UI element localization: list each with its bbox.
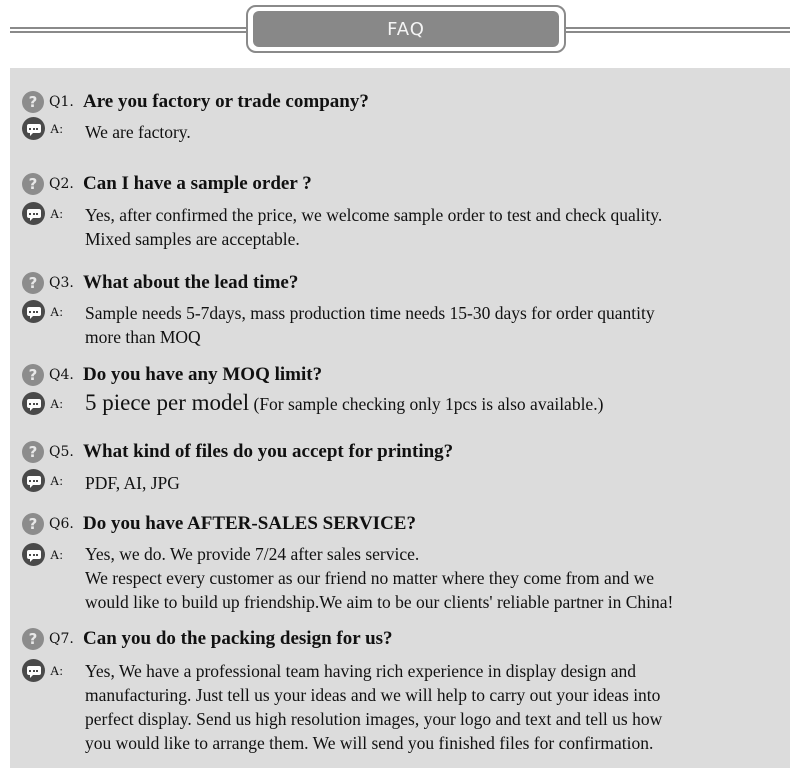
question-icon: ? [22, 91, 44, 113]
answer-label: A: [50, 205, 63, 221]
faq-item-4 [22, 364, 604, 415]
answer-label: A: [50, 303, 63, 319]
answer-icon [22, 202, 45, 225]
question-label: Q3. [49, 275, 74, 291]
question-text: Can I have a sample order ? [83, 173, 312, 194]
answer-line: We respect every customer as our friend no matter where they come from and we [85, 568, 655, 588]
question-text: Do you have AFTER-SALES SERVICE? [83, 513, 416, 534]
header-line-left-bottom [10, 31, 248, 33]
header-line-right-top [564, 27, 790, 29]
question-icon: ? [22, 364, 44, 386]
answer-line: perfect display. Send us high resolution images, your logo and text and tell us how [85, 709, 663, 729]
page-title: FAQ [387, 18, 425, 40]
question-label: Q6. [49, 516, 74, 532]
question-text: What kind of files do you accept for printing? [83, 441, 454, 462]
answer-icon [22, 659, 45, 682]
answer-line: manufacturing. Just tell us your ideas and we will help to carry out your ideas into [85, 685, 661, 705]
question-text: What about the lead time? [83, 272, 299, 293]
answer-line: Sample needs 5-7days, mass production time needs 15-30 days for order quantity [85, 303, 655, 323]
question-text: Are you factory or trade company? [83, 91, 369, 112]
faq-item-1 [22, 91, 369, 140]
question-label: Q1. [49, 94, 74, 110]
answer-line: We are factory. [85, 122, 191, 142]
answer-icon [22, 300, 45, 323]
answer-icon [22, 543, 45, 566]
answer-line: Yes, We have a professional team having rich experience in display design and [85, 661, 636, 681]
answer-line: Yes, after confirmed the price, we welcome sample order to test and check quality. [85, 205, 663, 225]
answer-label: A: [50, 472, 63, 488]
question-label: Q7. [49, 631, 74, 647]
answer-line: Mixed samples are acceptable. [85, 229, 300, 249]
answer-line: would like to build up friendship.We aim to be our clients' reliable partner in China! [85, 592, 674, 612]
answer-label: A: [50, 546, 63, 562]
faq-item-2 [22, 173, 663, 249]
question-icon: ? [22, 441, 44, 463]
question-icon: ? [22, 628, 44, 650]
question-icon: ? [22, 173, 44, 195]
faq-item-3 [22, 272, 655, 347]
faq-item-6 [22, 513, 674, 612]
answer-icon [22, 117, 45, 140]
header-line-right-bottom [564, 31, 790, 33]
answer-line: Yes, we do. We provide 7/24 after sales service. [85, 544, 420, 564]
answer-label: A: [50, 662, 63, 678]
answer-label: A: [50, 120, 63, 136]
faq-item-5 [22, 441, 453, 492]
question-text: Do you have any MOQ limit? [83, 364, 323, 385]
answer-line: more than MOQ [85, 327, 201, 347]
question-label: Q4. [49, 367, 74, 383]
answer-icon [22, 469, 45, 492]
answer-line: you would like to arrange them. We will send you finished files for confirmation. [85, 733, 654, 753]
header-line-left-top [10, 27, 248, 29]
faq-item-7 [22, 628, 663, 753]
answer-label: A: [50, 395, 63, 411]
question-label: Q2. [49, 176, 74, 192]
answer-line: PDF, AI, JPG [85, 473, 180, 493]
answer-highlight: 5 piece per model [85, 390, 250, 415]
answer-line: (For sample checking only 1pcs is also available.) [253, 394, 604, 414]
faq-banner [253, 11, 559, 47]
question-label: Q5. [49, 444, 74, 460]
question-text: Can you do the packing design for us? [83, 628, 393, 649]
answer-icon [22, 392, 45, 415]
question-icon: ? [22, 513, 44, 535]
question-icon: ? [22, 272, 44, 294]
